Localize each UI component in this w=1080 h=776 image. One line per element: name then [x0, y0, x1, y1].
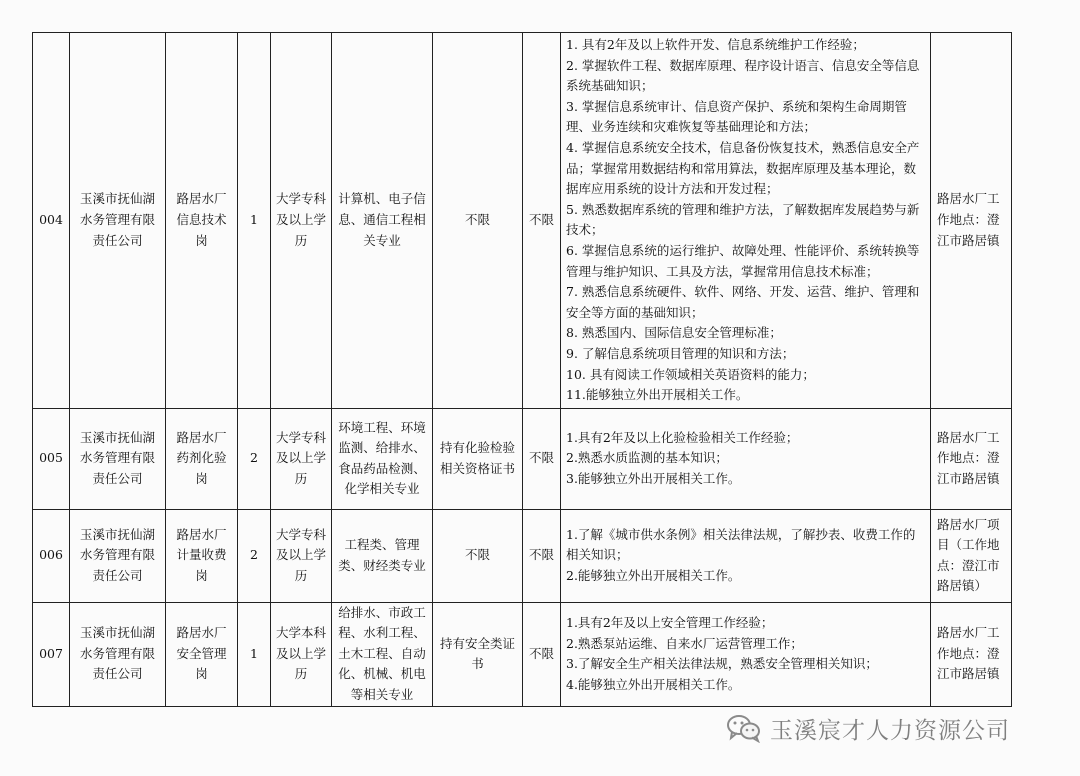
requirement-item: 2.熟悉泵站运维、自来水厂运营管理工作；	[566, 635, 803, 651]
requirement-item: 1. 具有2年及以上软件开发、信息系统维护工作经验；	[566, 37, 865, 52]
company-cell: 玉溪市抚仙湖水务管理有限责任公司	[70, 509, 166, 602]
major-cell: 环境工程、环境监测、给排水、食品药品检测、化学相关专业	[332, 408, 433, 509]
requirement-item: 3. 掌握信息系统审计、信息资产保护、系统和架构生命周期管理、业务连续和灾难恢复等基础理论和方法；	[566, 98, 907, 135]
position-cell: 路居水厂信息技术岗	[166, 33, 238, 409]
qualification-cell: 不限	[433, 33, 523, 409]
requirement-item: 2.熟悉水质监测的基本知识；	[566, 450, 728, 466]
table-row	[33, 33, 1012, 409]
watermark	[726, 710, 1010, 746]
requirement-item: 3.能够独立外出开展相关工作。	[566, 470, 741, 486]
headcount-cell: 1	[238, 33, 271, 409]
requirements-cell	[561, 509, 931, 602]
requirement-item: 7. 熟悉信息系统硬件、软件、网络、开发、运营、维护、管理和安全等方面的基础知识；	[566, 284, 920, 320]
education-cell: 大学专科及以上学历	[271, 33, 332, 409]
education-cell: 大学专科及以上学历	[271, 509, 332, 602]
qualification-cell: 不限	[433, 509, 523, 602]
company-cell: 玉溪市抚仙湖水务管理有限责任公司	[70, 602, 166, 706]
headcount-cell: 2	[238, 509, 271, 602]
note-cell: 路居水厂工作地点：澄江市路居镇	[931, 33, 1012, 409]
requirement-item: 3.了解安全生产相关法律法规，熟悉安全管理相关知识；	[566, 656, 878, 672]
requirement-item: 2.能够独立外出开展相关工作。	[566, 567, 741, 583]
other-requirement-cell: 不限	[523, 408, 561, 509]
requirement-item: 1.了解《城市供水条例》相关法律法规，了解抄表、收费工作的相关知识；	[566, 526, 916, 563]
recruitment-table	[32, 32, 1012, 707]
requirement-item: 4.能够独立外出开展相关工作。	[566, 676, 741, 692]
position-cell: 路居水厂安全管理岗	[166, 602, 238, 706]
requirement-item: 6. 掌握信息系统的运行维护、故障处理、性能评价、系统转换等管理与维护知识、工具及方法，掌握常用信息技术标准；	[566, 242, 920, 279]
major-cell: 工程类、管理类、财经类专业	[332, 509, 433, 602]
requirements-cell	[561, 33, 931, 409]
company-cell: 玉溪市抚仙湖水务管理有限责任公司	[70, 408, 166, 509]
wechat-icon	[726, 713, 762, 743]
job-code-cell: 005	[33, 408, 70, 509]
requirement-item: 4. 掌握信息系统安全技术，信息备份恢复技术，熟悉信息安全产品；掌握常用数据结构和常用算法，数据库原理及基本理论，数据库应用系统的设计方法和开发过程；	[566, 139, 920, 197]
other-requirement-cell: 不限	[523, 33, 561, 409]
requirement-item: 11.能够独立外出开展相关工作。	[566, 387, 749, 403]
requirement-item: 2. 掌握软件工程、数据库原理、程序设计语言、信息安全等信息系统基础知识；	[566, 57, 920, 94]
other-requirement-cell: 不限	[523, 509, 561, 602]
company-cell: 玉溪市抚仙湖水务管理有限责任公司	[70, 33, 166, 409]
requirement-item: 10. 具有阅读工作领域相关英语资料的能力；	[566, 366, 815, 382]
qualification-cell: 持有安全类证书	[433, 602, 523, 706]
position-cell: 路居水厂计量收费岗	[166, 509, 238, 602]
requirement-item: 8. 熟悉国内、国际信息安全管理标准；	[566, 325, 782, 341]
table-row	[33, 509, 1012, 602]
requirement-item: 5. 熟悉数据库系统的管理和维护方法，了解数据库发展趋势与新技术；	[566, 201, 920, 238]
major-cell: 计算机、电子信息、通信工程相关专业	[332, 33, 433, 409]
education-cell: 大学专科及以上学历	[271, 408, 332, 509]
headcount-cell: 1	[238, 602, 271, 706]
note-cell: 路居水厂工作地点：澄江市路居镇	[931, 408, 1012, 509]
requirement-item: 9. 了解信息系统项目管理的知识和方法；	[566, 345, 795, 361]
requirements-cell	[561, 602, 931, 706]
position-cell: 路居水厂药剂化验岗	[166, 408, 238, 509]
note-cell: 路居水厂工作地点：澄江市路居镇	[931, 602, 1012, 706]
job-code-cell: 006	[33, 509, 70, 602]
requirements-cell	[561, 408, 931, 509]
watermark-text: 玉溪宸才人力资源公司	[770, 717, 1010, 744]
table-row	[33, 408, 1012, 509]
table-row	[33, 602, 1012, 706]
note-cell: 路居水厂项目（工作地点：澄江市路居镇）	[931, 509, 1012, 602]
job-code-cell: 004	[33, 33, 70, 409]
other-requirement-cell: 不限	[523, 602, 561, 706]
requirement-item: 1.具有2年及以上化验检验相关工作经验；	[566, 429, 799, 445]
requirement-item: 1.具有2年及以上安全管理工作经验；	[566, 614, 774, 630]
qualification-cell: 持有化验检验相关资格证书	[433, 408, 523, 509]
major-cell: 给排水、市政工程、水利工程、土木工程、自动化、机械、机电等相关专业	[332, 602, 433, 706]
headcount-cell: 2	[238, 408, 271, 509]
education-cell: 大学本科及以上学历	[271, 602, 332, 706]
job-code-cell: 007	[33, 602, 70, 706]
